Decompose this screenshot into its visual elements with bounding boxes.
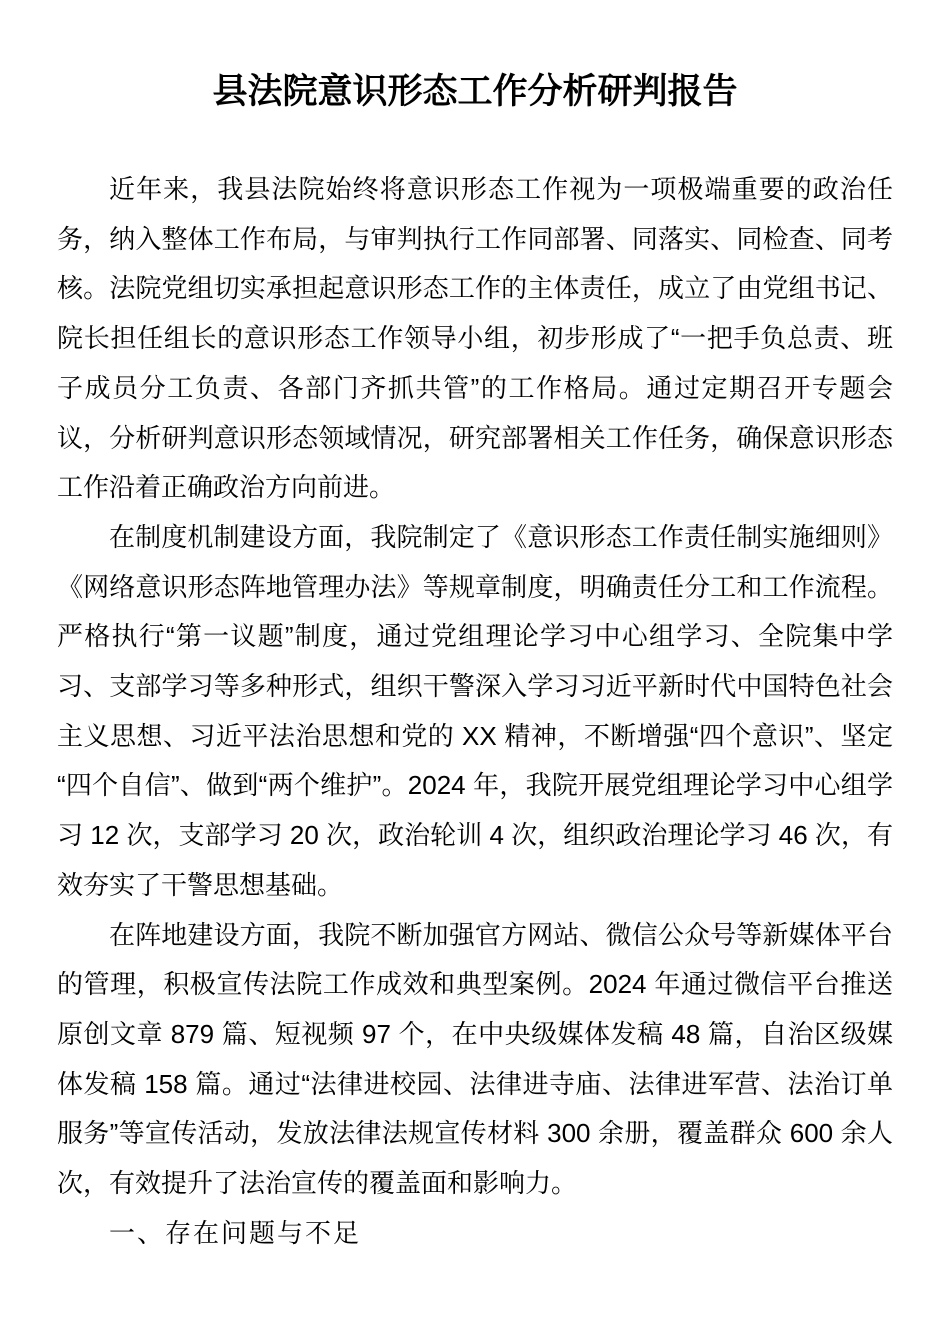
paragraph: 在制度机制建设方面，我院制定了《意识形态工作责任制实施细则》《网络意识形态阵地管理办法》等规章制度，明确责任分工和工作流程。严格执行“第一议题”制度，通过党组理论学习中心组学习、全院集中学习、支部学习等多种形式，组织干警深入学习习近平新时代中国特色社会主义思想、习近平法治思想和党的 XX 精神，不断增强“四个意识”、坚定“四个自信”、做到“两个维护”。2024 年，我院开展党组理论学习中心组学习 12 次，支部学习 20 次，政治轮训 4 次，组织政治理论学习 46 次，有效夯实了干警思想基础。 xyxy=(57,521,893,900)
paragraph: 近年来，我县法院始终将意识形态工作视为一项极端重要的政治任务，纳入整体工作布局，与审判执行工作同部署、同落实、同检查、同考核。法院党组切实承担起意识形态工作的主体责任，成立了由党组书记、院长担任组长的意识形态工作领导小组，初步形成了“一把手负总责、班子成员分工负责、各部门齐抓共管”的工作格局。通过定期召开专题会议，分析研判意识形态领域情况，研究部署相关工作任务，确保意识形态工作沿着正确政治方向前进。 xyxy=(57,174,893,503)
paragraph: 在阵地建设方面，我院不断加强官方网站、微信公众号等新媒体平台的管理，积极宣传法院工作成效和典型案例。2024 年通过微信平台推送原创文章 879 篇、短视频 97 个，在中央级媒体发稿 48 篇，自治区级媒体发稿 158 篇。通过“法律进校园、法律进寺庙、法律进军营、法治订单服务”等宣传活动，发放法律法规宣传材料 300 余册，覆盖群众 600 余人次，有效提升了法治宣传的覆盖面和影响力。 xyxy=(57,919,893,1199)
document-title: 县法院意识形态工作分析研判报告 xyxy=(212,72,738,111)
section-heading: 一、存在问题与不足 xyxy=(109,1217,362,1248)
document-body xyxy=(57,165,893,1209)
